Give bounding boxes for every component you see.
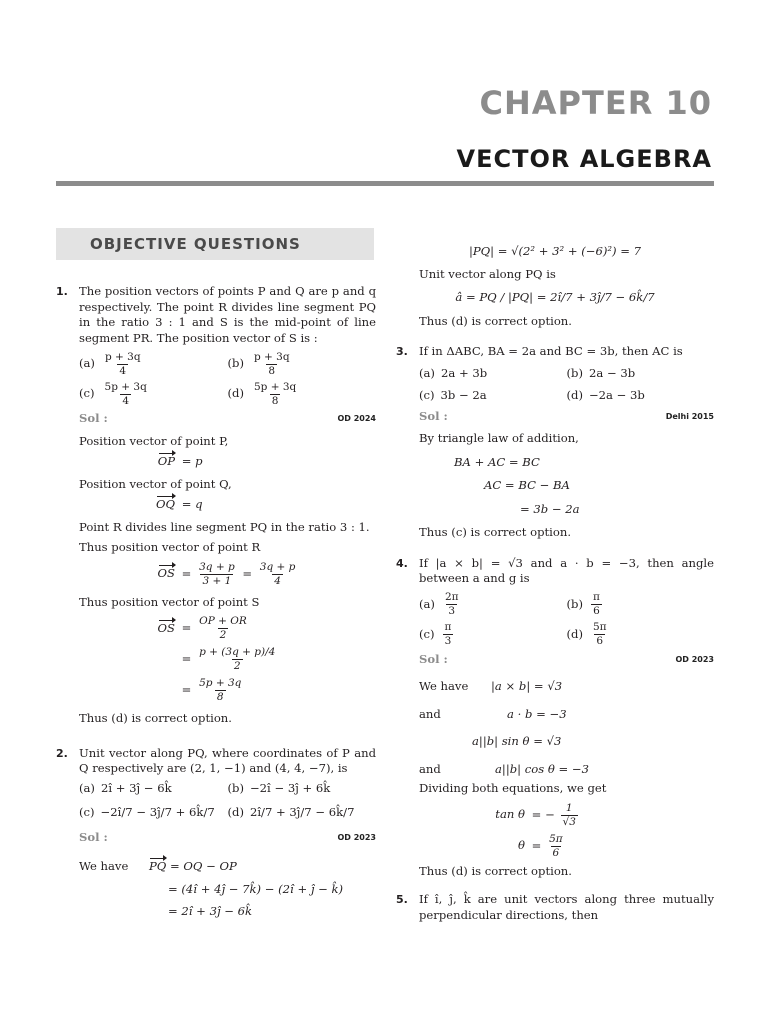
exam-reference: OD 2023 — [337, 832, 376, 842]
numerator: 2π — [444, 591, 459, 603]
option-d — [228, 379, 377, 409]
equation-fraction — [197, 561, 237, 588]
equation: â = PQ / |PQ| = 2î/7 + 3ĵ/7 − 6k̂/7 — [455, 290, 655, 304]
numerator: 5π — [549, 832, 563, 845]
option-value: 2a − 3b — [588, 365, 636, 380]
equation: = $\frac{5p + 3q}{8}$ — [178, 677, 242, 703]
option-label: (d) — [227, 386, 244, 401]
exam-reference: OD 2023 — [675, 654, 714, 664]
equation: |PQ| = √(2² + 3² + (−6)²) = 7 — [468, 244, 642, 258]
option-value: −2î − 3ĵ + 6k̂ — [249, 780, 331, 795]
equation — [56, 859, 376, 875]
equation-text: a · b = −3 — [507, 706, 567, 721]
question-1 — [56, 284, 376, 346]
option-d — [567, 620, 715, 650]
section-heading: OBJECTIVE QUESTIONS — [56, 228, 374, 260]
option-a — [79, 349, 228, 379]
question-number: 5. — [396, 893, 408, 906]
equation-lhs: OS — [157, 620, 175, 635]
option-c — [419, 620, 567, 650]
option-label: (c) — [79, 386, 95, 401]
chapter-title: VECTOR ALGEBRA — [456, 145, 712, 173]
solution-text: Point R divides line segment PQ in the ratio 3 : 1. — [79, 519, 370, 534]
solution-text: Unit vector along PQ is — [419, 266, 556, 281]
solution-header — [396, 409, 714, 425]
equation: = $\frac{p + (3q + p)/4}{2}$ — [178, 646, 276, 672]
equation-fraction — [197, 615, 249, 642]
option-label: (b) — [566, 365, 583, 380]
question-text: If in ΔABC, BA = 2a and BC = 3b, then AC is — [419, 344, 683, 358]
solution-header — [56, 411, 376, 427]
denominator: 3 — [448, 605, 456, 617]
equation — [396, 762, 714, 778]
equation: θ = $\frac{5\pi}{6}$ — [396, 833, 714, 860]
equation-rhs: = p — [181, 454, 203, 468]
question-5 — [396, 892, 714, 923]
solution-conclusion: Thus (d) is correct option. — [419, 863, 572, 878]
option-label: (b) — [227, 780, 244, 795]
solution-conclusion: Thus (d) is correct option. — [79, 711, 232, 725]
numerator: 5p + 3q — [104, 380, 147, 393]
option-label: (a) — [419, 365, 435, 380]
option-label: (b) — [566, 596, 583, 611]
denominator: 6 — [593, 605, 600, 617]
step-label: and — [419, 706, 441, 721]
option-fraction — [591, 621, 609, 648]
denominator: 2 — [219, 629, 227, 641]
numerator: 3q + p — [259, 560, 296, 573]
denominator: √3 — [562, 815, 576, 828]
step-label: We have — [419, 679, 469, 693]
denominator: 3 — [444, 635, 452, 647]
option-label: (c) — [419, 626, 435, 641]
question-number: 3. — [396, 345, 408, 358]
equation-lhs: tan θ — [495, 807, 525, 821]
solution-text: Position vector of point Q, — [79, 476, 232, 491]
option-b — [567, 590, 715, 620]
question-3-options — [396, 363, 714, 407]
numerator: π — [592, 591, 600, 603]
solution-text: Thus position vector of point R — [79, 540, 261, 554]
exam-reference: OD 2024 — [337, 414, 376, 423]
solution-conclusion: Thus (c) is correct option. — [419, 525, 572, 539]
option-label: (b) — [227, 356, 244, 371]
option-label: (a) — [419, 596, 435, 611]
numerator: 5p + 3q — [199, 677, 242, 689]
equation-rhs: = OQ − OP — [170, 859, 237, 873]
solution-header — [396, 652, 714, 668]
question-text: If |a × b| = √3 and a · b = −3, then angle between a and g is — [419, 555, 714, 585]
option-b — [228, 349, 377, 379]
solution-text: Position vector of point P, — [79, 433, 229, 448]
solution-text: Thus position vector of point S — [79, 594, 260, 609]
option-d — [228, 798, 377, 828]
option-label: (c) — [79, 804, 95, 819]
header-rule — [56, 181, 714, 186]
denominator: 4 — [119, 364, 127, 377]
solution-label: Sol : — [419, 408, 448, 423]
question-4 — [396, 556, 714, 587]
numerator: 1 — [565, 801, 573, 814]
option-fraction — [252, 381, 298, 408]
option-c — [419, 385, 567, 407]
option-fraction — [443, 621, 454, 648]
option-label: (a) — [79, 356, 95, 371]
equation-fraction — [258, 561, 298, 588]
denominator: 8 — [271, 394, 279, 407]
equation — [56, 454, 376, 470]
chapter-number: CHAPTER 10 — [479, 84, 712, 122]
option-fraction — [443, 591, 461, 618]
numerator: p + 3q — [253, 350, 290, 363]
option-c — [79, 379, 228, 409]
option-a — [419, 590, 567, 620]
numerator: OP + OR — [199, 615, 247, 627]
option-value: 3b − 2a — [440, 387, 487, 402]
equation-fraction — [547, 833, 565, 860]
option-d — [567, 385, 715, 407]
option-a — [419, 363, 567, 385]
solution-header — [56, 830, 376, 846]
option-fraction — [103, 351, 143, 378]
solution-label: Sol : — [79, 411, 108, 425]
question-number: 4. — [396, 556, 408, 570]
equation-lhs: PQ — [149, 859, 167, 873]
equation: AC = BC − BA — [484, 478, 570, 492]
solution-text: By triangle law of addition, — [419, 431, 579, 445]
option-value: 2î + 3ĵ − 6k̂ — [100, 780, 172, 795]
left-column — [56, 284, 376, 924]
equation: OS = $\frac{3q + p}{3 + 1}$ = $\frac{3q + p}{4}$ — [157, 560, 296, 587]
option-b — [228, 780, 377, 798]
denominator: 4 — [122, 394, 130, 407]
denominator: 6 — [596, 635, 604, 647]
denominator: 8 — [268, 364, 276, 377]
equation-text: |a × b| = √3 — [491, 679, 563, 693]
equation — [396, 707, 714, 723]
option-value: −2î/7 − 3ĵ/7 + 6k̂/7 — [100, 804, 215, 819]
solution-conclusion: Thus (d) is correct option. — [419, 313, 572, 328]
question-1-options — [56, 349, 376, 409]
equation: = (4î + 4ĵ − 7k̂) − (2î + ĵ − k̂) — [168, 881, 344, 896]
equation: BA + AC = BC — [454, 454, 540, 469]
equation-lhs: OP — [157, 454, 175, 468]
question-text: Unit vector along PQ, where coordinates of P and Q respectively are (2, 1, −1) and (4, 4, −7), is — [79, 745, 376, 775]
equation-lhs: θ — [518, 838, 525, 852]
option-label: (a) — [79, 780, 95, 795]
equation-lhs: OQ — [155, 497, 175, 511]
solution-label: Sol : — [419, 651, 448, 666]
option-fraction — [591, 591, 602, 618]
option-value: −2a − 3b — [588, 387, 645, 402]
step-label: and — [419, 761, 441, 776]
question-number: 1. — [56, 285, 68, 298]
option-label: (c) — [419, 387, 435, 402]
question-4-options — [396, 590, 714, 650]
equation-lhs: OS — [157, 566, 175, 580]
option-fraction — [252, 351, 292, 378]
option-a — [79, 780, 228, 798]
solution-label: Sol : — [79, 829, 108, 844]
denominator: 6 — [552, 846, 560, 859]
question-number: 2. — [56, 746, 68, 760]
equals-sign: = — [242, 566, 253, 580]
right-column — [396, 240, 714, 923]
option-label: (d) — [566, 626, 583, 641]
equation: = 3b − 2a — [520, 501, 580, 516]
numerator: p + 3q — [104, 350, 141, 363]
option-b — [567, 363, 715, 385]
option-value: 2î/7 + 3ĵ/7 − 6k̂/7 — [249, 804, 355, 819]
equation-fraction — [561, 802, 578, 829]
equation — [56, 497, 376, 513]
equation-text: a||b| cos θ = −3 — [495, 761, 590, 776]
exam-reference: Delhi 2015 — [665, 411, 714, 421]
solution-text: Dividing both equations, we get — [419, 781, 607, 795]
numerator: 5p + 3q — [253, 380, 297, 393]
question-2-options — [56, 780, 376, 828]
denominator: 3 + 1 — [202, 574, 232, 587]
option-c — [79, 798, 228, 828]
question-2 — [56, 746, 376, 777]
numerator: p + (3q + p)/4 — [199, 646, 276, 658]
denominator: 2 — [233, 660, 241, 672]
equation: a||b| sin θ = √3 — [472, 734, 562, 748]
equation — [396, 679, 714, 695]
option-label: (d) — [227, 804, 244, 819]
equation-fraction — [197, 646, 277, 673]
equation-rhs: = q — [181, 497, 203, 511]
numerator: 5π — [592, 621, 607, 633]
equation: OS = $\frac{OP + OR}{2}$ — [157, 615, 247, 641]
question-text: The position vectors of points P and Q are p and q respectively. The point R divides line segment PQ in the ratio 3 : 1 and S is the mid-point of line segment PR. The position vector of S is : — [79, 284, 376, 345]
question-3 — [396, 344, 714, 360]
option-label: (d) — [566, 387, 583, 402]
question-text: If î, ĵ, k̂ are unit vectors along three mutually perpendicular directions, then — [419, 892, 714, 922]
option-fraction — [103, 381, 149, 408]
numerator: π — [444, 621, 452, 633]
equation: tan θ = − $\frac{1}{√3}$ — [396, 802, 714, 829]
we-have-label: We have — [79, 859, 129, 873]
option-value: 2a + 3b — [440, 365, 488, 380]
denominator: 8 — [216, 691, 224, 703]
numerator: 3q + p — [199, 560, 235, 573]
equation: = 2î + 3ĵ − 6k̂ — [168, 904, 253, 918]
equation-fraction — [197, 677, 243, 704]
denominator: 4 — [274, 574, 281, 587]
